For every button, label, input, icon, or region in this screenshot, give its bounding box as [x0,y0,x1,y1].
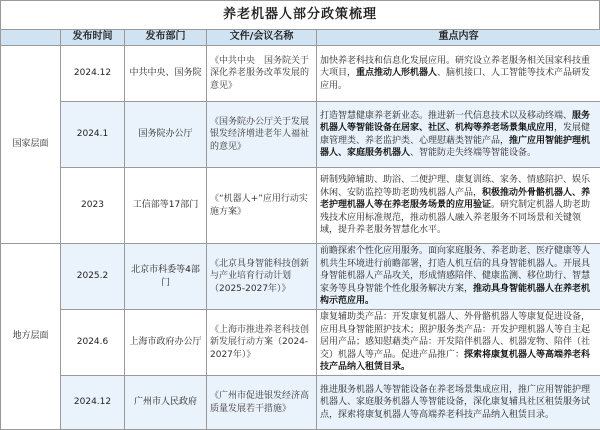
group-label-local: 地方层面 [1,244,61,430]
row-doc: 《国务院办公厅关于发展银发经济增进老年人福祉的意见》 [207,102,317,168]
content-text: 康复辅助类产品：开发康复机器人、外骨骼机器人等康复促进设备，应用具身智能照护技术；照护服务类产品：开发护理机器人等自主起居用产品；感知慰藉类产品：开发陪伴机器人、机器宠物、陪伴（社交）机器人等产品。促进产品推广： [320,312,590,360]
row-date: 2024.12 [61,376,125,430]
content-text: 、脑机接口、人工智能等技术产品研发应用。 [320,68,590,91]
row-date: 2023 [61,168,125,244]
row-content [317,46,600,102]
content-text: 前瞻探索个性化应用服务。面向家庭服务、养老助老、医疗健康等人机共生环境进行前瞻部署，打造人机互信的具身智能机器人。开展具身智能机器人产品攻关，形成情感陪伴、健康监测、移位助行、智慧家务等具身智能个性化服务解决方案， [320,246,590,294]
group-label-national: 国家层面 [1,46,61,244]
row-content [317,376,600,430]
page-title: 养老机器人部分政策梳理 [0,0,600,29]
table-row [1,102,600,168]
row-date: 2024.1 [61,102,125,168]
row-doc: 《北京具身智能科技创新与产业培育行动计划（2025-2027年）》 [207,244,317,310]
content-text: 加快养老科技和信息化发展应用。研究设立养老服务相关国家科技重大项目， [320,56,590,79]
row-date: 2024.6 [61,310,125,376]
highlight-text: 推广应用智能护理机器人、家庭服务机器人 [320,136,590,159]
highlight-text: 积极推动外骨骼机器人、养老护理机器人等在养老服务场景的应用验证 [320,188,590,211]
row-dept: 工信部等17部门 [125,168,207,244]
content-text: ，发展健康管理类、养老监护类、心理慰藉类智能产品， [320,123,590,146]
row-doc: 《上海市推进养老科技创新发展行动方案（2024-2027年）》 [207,310,317,376]
table-header-row [1,30,600,46]
highlight-text: 探索将康复机器人等高端养老科技产品纳入租赁目录。 [320,350,590,373]
header-content: 重点内容 [317,30,600,46]
content-text: 、智能防走失终端等智能设备。 [410,148,536,158]
row-content [317,168,600,244]
row-doc: 《广州市促进银发经济高质量发展若干措施》 [207,376,317,430]
header-dept: 发布部门 [125,30,207,46]
policy-table [0,29,600,430]
content-text: 打造智慧健康养老新业态。推进新一代信息技术以及移动终端、 [320,111,572,121]
table-row [1,46,600,102]
row-dept: 中共中央、国务院 [125,46,207,102]
highlight-text: 服务机器人等智能设备在居家、社区、机构等养老场景集成应用 [320,111,590,134]
row-date: 2025.2 [61,244,125,310]
row-content [317,102,600,168]
table-row [1,310,600,376]
content-text: 推进服务机器人等智能设备在养老场景集成应用，推广应用智能护理机器人、家庭服务机器人等智能设备，深化康复辅具社区租赁服务试点，探索将康复机器人等高端养老科技产品纳入租赁目录。 [320,385,590,420]
row-date: 2024.12 [61,46,125,102]
row-dept: 上海市政府办公厅 [125,310,207,376]
row-dept: 北京市科委等4部门 [125,244,207,310]
header-doc: 文件/会议名称 [207,30,317,46]
table-row [1,376,600,430]
table-row [1,244,600,310]
highlight-text: 推动具身智能机器人在养老机构示范应用。 [320,284,590,307]
content-text: 研制残障辅助、助浴、二便护理、康复训练、家务、情感陪护、娱乐休闲、安防监控等助老助残机器人产品， [320,175,590,198]
row-doc: 《中共中央 国务院关于深化养老服务改革发展的意见》 [207,46,317,102]
row-dept: 广州市人民政府 [125,376,207,430]
highlight-text: 重点推动人形机器人 [356,68,437,78]
row-content [317,310,600,376]
header-level [1,30,61,46]
row-doc: 《“机器人+”应用行动实施方案》 [207,168,317,244]
header-date: 发布时间 [61,30,125,46]
table-row [1,168,600,244]
row-dept: 国务院办公厅 [125,102,207,168]
content-text: 。研究制定机器人助老助残技术应用标准规范，推动机器人融入养老服务不同场景和关键领域，提升养老服务智慧化水平。 [320,200,590,235]
row-content [317,244,600,310]
